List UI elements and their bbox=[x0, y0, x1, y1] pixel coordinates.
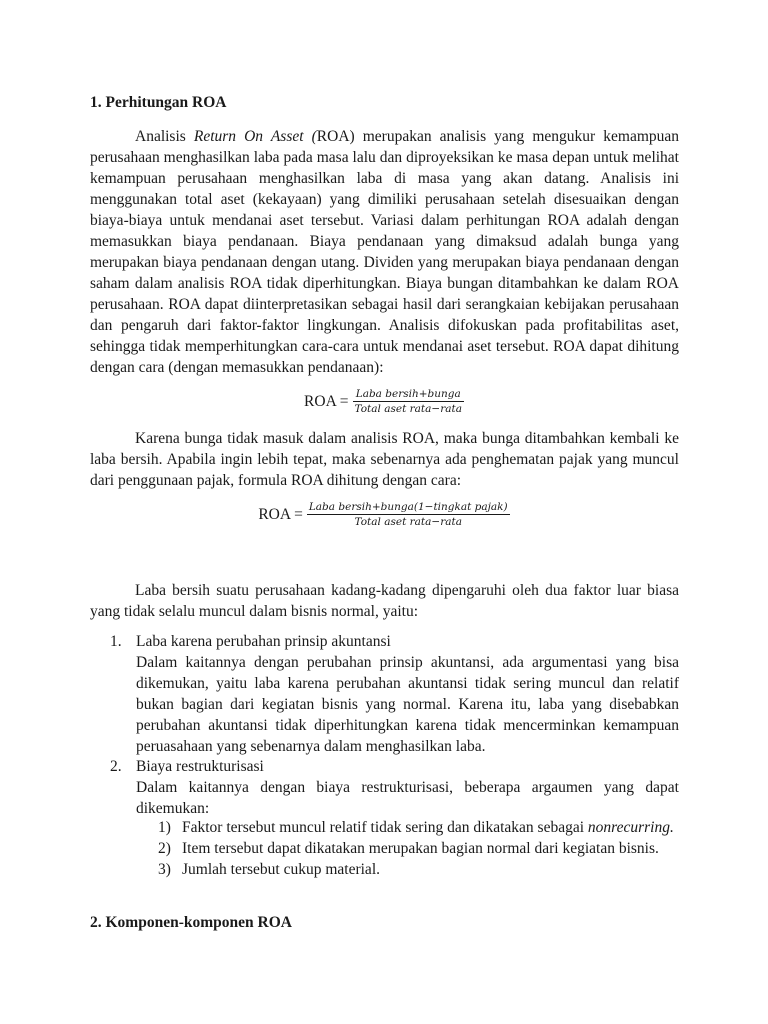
sublist-item-2-text: Item tersebut dapat dikatakan merupakan bagian normal dari kegiatan bisnis. bbox=[182, 840, 659, 857]
section1-heading: 1. Perhitungan ROA bbox=[90, 94, 227, 111]
sublist-item-3-marker: 3) bbox=[158, 861, 171, 878]
formula2-lhs: ROA = bbox=[258, 505, 303, 523]
list-item-2 bbox=[110, 756, 679, 819]
formula1-fraction bbox=[353, 387, 464, 416]
intro-text-start: Analisis bbox=[135, 128, 194, 145]
formula2-fraction bbox=[307, 500, 510, 529]
list-item-2-title: Biaya restrukturisasi bbox=[136, 758, 264, 775]
list-item-2-marker: 2. bbox=[110, 758, 122, 775]
paragraph-2-text: Karena bunga tidak masuk dalam analisis ROA, maka bunga ditambahkan kembali ke laba bersih. Apabila ingin lebih tepat, maka sebenarnya ada penghematan pajak yang muncul dari penggunaan pajak, formula ROA dihitung dengan cara: bbox=[90, 430, 679, 489]
formula2-numerator: Laba bersih+bunga(1−tingkat pajak) bbox=[308, 501, 508, 513]
paragraph-3-text: Laba bersih suatu perusahaan kadang-kadang dipengaruhi oleh dua faktor luar biasa yang tidak selalu muncul dalam bisnis normal, yaitu: bbox=[90, 582, 679, 620]
roa-formula-2 bbox=[0, 500, 768, 529]
formula1-numerator: Laba bersih+bunga bbox=[355, 388, 461, 400]
sublist-item-3-text: Jumlah tersebut cukup material. bbox=[182, 861, 380, 878]
list-item-1-body: Dalam kaitannya dengan perubahan prinsip akuntansi, ada argumentasi yang bisa dikemukan, yaitu laba karena perubahan akuntansi tidak sering muncul dan relatif bukan bagian dari kegiatan bisnis yang normal. Karena itu, laba yang disebabkan perubahan akuntansi tidak diperhitungkan karena tidak mencerminkan kemampuan peruasahaan yang sebenarnya dalam menghasilkan laba. bbox=[136, 654, 679, 755]
list-item-1-title: Laba karena perubahan prinsip akuntansi bbox=[136, 633, 391, 650]
sublist-item-1 bbox=[158, 817, 679, 838]
sublist-item-1-marker: 1) bbox=[158, 819, 171, 836]
section1-paragraph-2 bbox=[90, 428, 679, 491]
intro-text-rest: ROA) merupakan analisis yang mengukur kemampuan perusahaan menghasilkan laba pada masa lalu dan diproyeksikan ke masa depan untuk melihat kemampuan perusahaan menghasilkan laba di masa yang akan datang. Analisis ini menggunakan total aset (kekayaan) yang dimiliki perusahaan setelah disesuaikan dengan biaya-biaya untuk mendanai aset tersebut. Variasi dalam perhitungan ROA adalah dengan memasukkan biaya pendanaan. Biaya pendanaan yang dimaksud adalah bunga yang merupakan biaya pendanaan dengan utang. Dividen yang merupakan biaya pendanaan dengan saham dalam analisis ROA tidak diperhitungkan. Biaya bungan ditambahkan ke dalam ROA perusahaan. ROA dapat diinterpretasikan sebagai hasil dari serangkaian kebijakan perusahaan dan pengaruh dari faktor-faktor lingkungan. Analisis difokuskan pada profitabilitas aset, sehingga tidak memperhitungkan cara-cara untuk mendanai aset tersebut. ROA dapat dihitung dengan cara (dengan memasukkan pendanaan): bbox=[90, 128, 680, 376]
sublist-item-1-text: Faktor tersebut muncul relatif tidak sering dan dikatakan sebagai bbox=[182, 819, 588, 836]
section1-intro-paragraph bbox=[90, 126, 679, 378]
section1-paragraph-3 bbox=[90, 580, 679, 622]
intro-text-italic: Return On Asset ( bbox=[193, 128, 317, 145]
sublist-item-2-marker: 2) bbox=[158, 840, 171, 857]
sublist-item-2 bbox=[158, 838, 679, 859]
section2-heading: 2. Komponen-komponen ROA bbox=[90, 914, 292, 931]
list-item-2-body: Dalam kaitannya dengan biaya restrukturisasi, beberapa argaumen yang dapat dikemukan: bbox=[136, 779, 679, 817]
list-item-1 bbox=[110, 631, 679, 757]
sublist-item-3 bbox=[158, 859, 679, 880]
formula1-denominator: Total aset rata−rata bbox=[354, 403, 462, 415]
formula1-lhs: ROA = bbox=[304, 392, 349, 410]
sublist-item-1-italic: nonrecurring. bbox=[587, 819, 674, 836]
roa-formula-1 bbox=[0, 387, 768, 416]
list-item-1-marker: 1. bbox=[110, 633, 122, 650]
formula2-denominator: Total aset rata−rata bbox=[354, 516, 462, 528]
